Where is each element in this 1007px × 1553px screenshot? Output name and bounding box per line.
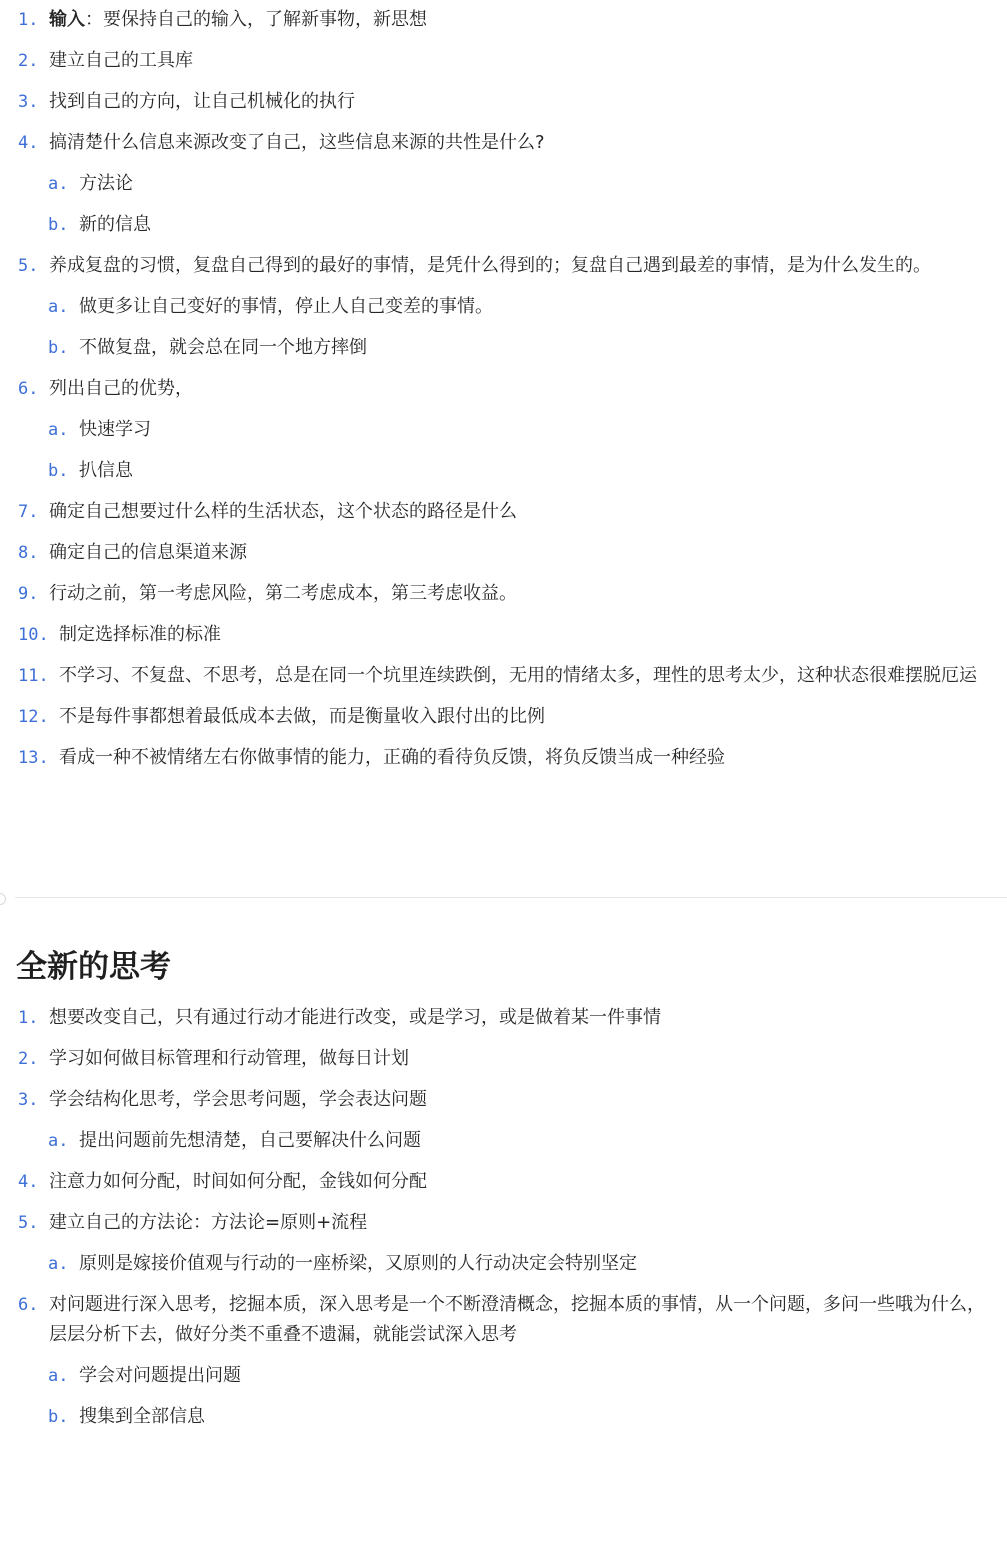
list-number: 7. bbox=[18, 502, 39, 522]
item-text: 学会结构化思考，学会思考问题，学会表达问题 bbox=[49, 1089, 427, 1110]
item-text: 搜集到全部信息 bbox=[79, 1406, 205, 1427]
sub-list-item bbox=[0, 1397, 1007, 1438]
item-text: 想要改变自己，只有通过行动才能进行改变，或是学习，或是做着某一件事情 bbox=[49, 1007, 661, 1028]
item-text: 建立自己的方法论：方法论=原则+流程 bbox=[49, 1212, 368, 1233]
list-item bbox=[0, 998, 1007, 1039]
item-text: 快速学习 bbox=[79, 419, 151, 440]
list-item bbox=[0, 1080, 1007, 1121]
item-text: 不学习、不复盘、不思考，总是在同一个坑里连续跌倒，无用的情绪太多，理性的思考太少，这种状态很难摆脱厄运 bbox=[59, 665, 977, 686]
list-item bbox=[0, 1203, 1007, 1244]
list-number: 3. bbox=[18, 1090, 39, 1110]
notes-list bbox=[0, 998, 1007, 1438]
list-letter: b. bbox=[48, 461, 69, 481]
list-item bbox=[0, 1162, 1007, 1203]
item-text: 建立自己的工具库 bbox=[49, 50, 193, 71]
block-handle-icon[interactable] bbox=[0, 893, 6, 905]
list-item bbox=[0, 1285, 1007, 1356]
list-number: 11. bbox=[18, 666, 49, 686]
sub-list-item bbox=[0, 1121, 1007, 1162]
item-text: 养成复盘的习惯，复盘自己得到的最好的事情，是凭什么得到的；复盘自己遇到最差的事情，是为什么发生的。 bbox=[49, 255, 931, 276]
item-text: 确定自己想要过什么样的生活状态，这个状态的路径是什么 bbox=[49, 501, 517, 522]
list-number: 2. bbox=[18, 51, 39, 71]
list-letter: b. bbox=[48, 215, 69, 235]
list-letter: a. bbox=[48, 1366, 69, 1386]
list-number: 6. bbox=[18, 1295, 39, 1315]
list-item bbox=[0, 0, 985, 41]
sub-list-item bbox=[0, 451, 985, 492]
item-text: 提出问题前先想清楚，自己要解决什么问题 bbox=[79, 1130, 421, 1151]
list-item bbox=[0, 246, 985, 287]
list-item bbox=[0, 82, 985, 123]
list-number: 4. bbox=[18, 133, 39, 153]
item-text: 不是每件事都想着最低成本去做，而是衡量收入跟付出的比例 bbox=[59, 706, 545, 727]
list-item bbox=[0, 369, 985, 410]
item-text: 确定自己的信息渠道来源 bbox=[49, 542, 247, 563]
sub-list-item bbox=[0, 164, 985, 205]
list-letter: a. bbox=[48, 1254, 69, 1274]
list-letter: a. bbox=[48, 174, 69, 194]
list-number: 2. bbox=[18, 1049, 39, 1069]
item-text: 方法论 bbox=[79, 173, 133, 194]
list-item bbox=[0, 574, 985, 615]
list-letter: b. bbox=[48, 338, 69, 358]
list-item bbox=[0, 1039, 1007, 1080]
list-item bbox=[0, 41, 985, 82]
list-number: 6. bbox=[18, 379, 39, 399]
item-text: 新的信息 bbox=[79, 214, 151, 235]
item-text: 原则是嫁接价值观与行动的一座桥梁，又原则的人行动决定会特别坚定 bbox=[79, 1253, 637, 1274]
item-lead-bold: 输入 bbox=[49, 9, 85, 30]
list-number: 3. bbox=[18, 92, 39, 112]
item-text: 列出自己的优势， bbox=[49, 378, 193, 399]
item-text: 看成一种不被情绪左右你做事情的能力，正确的看待负反馈，将负反馈当成一种经验 bbox=[59, 747, 725, 768]
list-number: 13. bbox=[18, 748, 49, 768]
list-letter: a. bbox=[48, 297, 69, 317]
list-number: 5. bbox=[18, 1213, 39, 1233]
list-letter: a. bbox=[48, 420, 69, 440]
list-number: 5. bbox=[18, 256, 39, 276]
sub-list-item bbox=[0, 1244, 1007, 1285]
list-letter: b. bbox=[48, 1407, 69, 1427]
item-text: 扒信息 bbox=[79, 460, 133, 481]
item-text: 找到自己的方向，让自己机械化的执行 bbox=[49, 91, 355, 112]
item-text: 不做复盘，就会总在同一个地方摔倒 bbox=[79, 337, 367, 358]
list-number: 1. bbox=[18, 1008, 39, 1028]
item-text: 行动之前，第一考虑风险，第二考虑成本，第三考虑收益。 bbox=[49, 583, 517, 604]
section-divider bbox=[15, 897, 1007, 898]
item-text: 注意力如何分配，时间如何分配，金钱如何分配 bbox=[49, 1171, 427, 1192]
list-item bbox=[0, 615, 985, 656]
item-text: 制定选择标准的标准 bbox=[59, 624, 221, 645]
sub-list-item bbox=[0, 205, 985, 246]
list-item bbox=[0, 697, 985, 738]
item-text: 做更多让自己变好的事情，停止人自己变差的事情。 bbox=[79, 296, 493, 317]
list-number: 1. bbox=[18, 10, 39, 30]
item-text: 学会对问题提出问题 bbox=[79, 1365, 241, 1386]
list-number: 9. bbox=[18, 584, 39, 604]
list-item bbox=[0, 123, 985, 164]
list-number: 10. bbox=[18, 625, 49, 645]
sub-list-item bbox=[0, 410, 985, 451]
sub-list-item bbox=[0, 287, 985, 328]
sub-list-item bbox=[0, 328, 985, 369]
list-item bbox=[0, 533, 985, 574]
list-number: 4. bbox=[18, 1172, 39, 1192]
item-text: ：要保持自己的输入，了解新事物，新思想 bbox=[85, 9, 427, 30]
notes-list bbox=[0, 0, 985, 779]
item-text: 对问题进行深入思考，挖掘本质，深入思考是一个不断澄清概念，挖掘本质的事情，从一个问题，多问一些哦为什么，层层分析下去，做好分类不重叠不遗漏，就能尝试深入思考 bbox=[49, 1294, 985, 1345]
sub-list-item bbox=[0, 1356, 1007, 1397]
section-heading: 全新的思考 bbox=[16, 949, 171, 985]
list-item bbox=[0, 738, 985, 779]
item-text: 学习如何做目标管理和行动管理，做每日计划 bbox=[49, 1048, 409, 1069]
item-text: 搞清楚什么信息来源改变了自己，这些信息来源的共性是什么? bbox=[49, 132, 545, 153]
list-number: 8. bbox=[18, 543, 39, 563]
list-item bbox=[0, 656, 985, 697]
list-number: 12. bbox=[18, 707, 49, 727]
list-item bbox=[0, 492, 985, 533]
list-letter: a. bbox=[48, 1131, 69, 1151]
